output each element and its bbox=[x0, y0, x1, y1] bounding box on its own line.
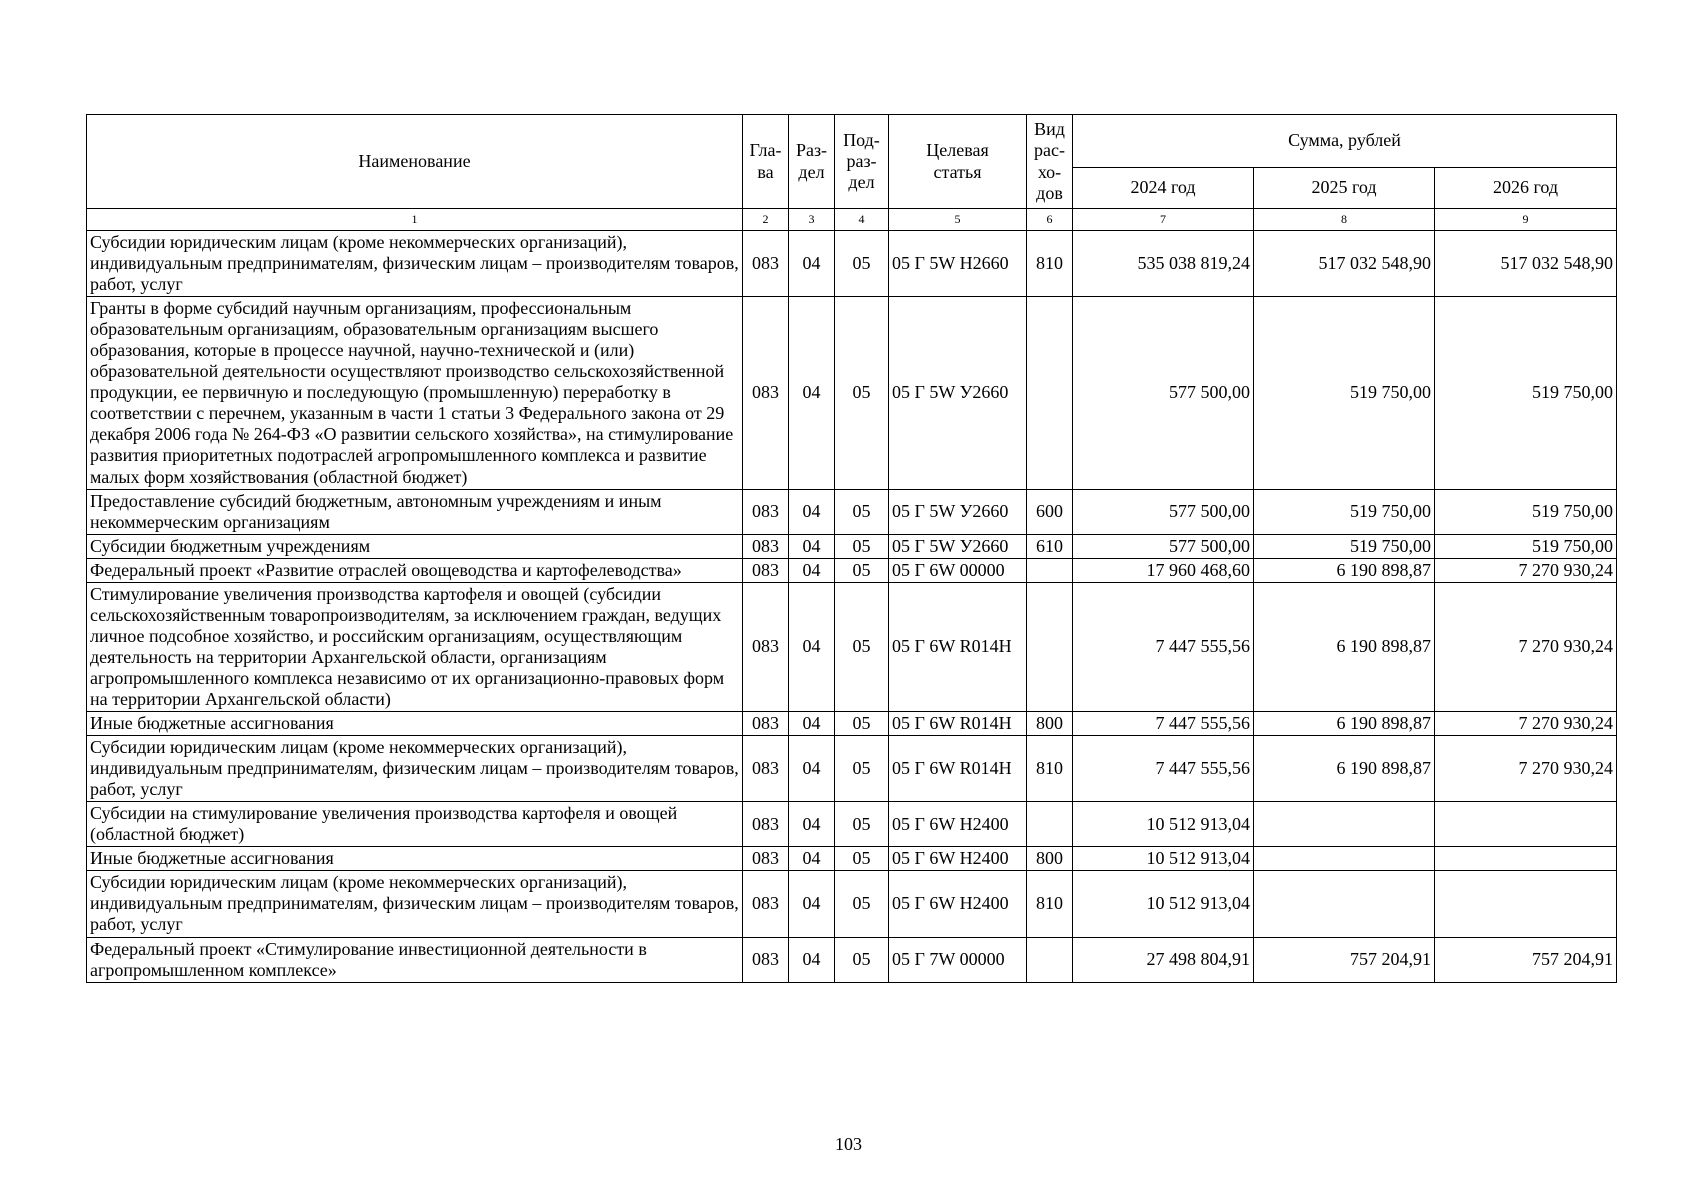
header-year-2025: 2025 год bbox=[1254, 168, 1435, 209]
row-expense-type-cell bbox=[1027, 937, 1073, 982]
table-row bbox=[87, 736, 1617, 802]
row-section-cell: 04 bbox=[789, 231, 835, 297]
row-sum-2025-cell: 6 190 898,87 bbox=[1254, 736, 1435, 802]
table-row bbox=[87, 871, 1617, 937]
row-target-cell: 05 Г 5W Н2660 bbox=[889, 231, 1027, 297]
row-chapter-cell: 083 bbox=[743, 297, 789, 489]
row-name-cell: Субсидии бюджетным учреждениям bbox=[87, 534, 743, 558]
column-number: 3 bbox=[789, 209, 835, 231]
column-numbers-row bbox=[87, 209, 1617, 231]
row-section-cell: 04 bbox=[789, 582, 835, 711]
row-sum-2025-cell: 6 190 898,87 bbox=[1254, 712, 1435, 736]
row-sum-2025-cell: 757 204,91 bbox=[1254, 937, 1435, 982]
row-chapter-cell: 083 bbox=[743, 582, 789, 711]
header-year-2026: 2026 год bbox=[1435, 168, 1617, 209]
row-sum-2025-cell bbox=[1254, 802, 1435, 847]
row-expense-type-cell: 810 bbox=[1027, 231, 1073, 297]
table-row bbox=[87, 937, 1617, 982]
row-sum-2026-cell bbox=[1435, 802, 1617, 847]
row-sum-2025-cell: 519 750,00 bbox=[1254, 489, 1435, 534]
row-name-cell: Федеральный проект «Развитие отраслей овощеводства и картофелеводства» bbox=[87, 558, 743, 582]
row-sum-2024-cell: 17 960 468,60 bbox=[1073, 558, 1254, 582]
row-sum-2026-cell: 519 750,00 bbox=[1435, 489, 1617, 534]
column-number: 5 bbox=[889, 209, 1027, 231]
row-sum-2025-cell: 519 750,00 bbox=[1254, 297, 1435, 489]
row-chapter-cell: 083 bbox=[743, 712, 789, 736]
row-section-cell: 04 bbox=[789, 736, 835, 802]
row-chapter-cell: 083 bbox=[743, 534, 789, 558]
row-expense-type-cell: 800 bbox=[1027, 712, 1073, 736]
row-sum-2024-cell: 7 447 555,56 bbox=[1073, 736, 1254, 802]
table-row bbox=[87, 712, 1617, 736]
table-row bbox=[87, 582, 1617, 711]
row-target-cell: 05 Г 7W 00000 bbox=[889, 937, 1027, 982]
row-name-cell: Субсидии юридическим лицам (кроме некоммерческих организаций), индивидуальным предпринимателям, физическим лицам – производителям товаров, работ, услуг bbox=[87, 736, 743, 802]
row-sum-2024-cell: 10 512 913,04 bbox=[1073, 847, 1254, 871]
row-sum-2024-cell: 535 038 819,24 bbox=[1073, 231, 1254, 297]
row-subsection-cell: 05 bbox=[835, 802, 889, 847]
row-section-cell: 04 bbox=[789, 489, 835, 534]
row-expense-type-cell: 810 bbox=[1027, 871, 1073, 937]
column-number: 2 bbox=[743, 209, 789, 231]
row-subsection-cell: 05 bbox=[835, 582, 889, 711]
header-expense-type: Вид рас- хо- дов bbox=[1027, 115, 1073, 209]
header-sum: Сумма, рублей bbox=[1073, 115, 1617, 168]
row-subsection-cell: 05 bbox=[835, 297, 889, 489]
header-chapter: Гла- ва bbox=[743, 115, 789, 209]
row-sum-2025-cell: 6 190 898,87 bbox=[1254, 582, 1435, 711]
row-subsection-cell: 05 bbox=[835, 937, 889, 982]
row-sum-2024-cell: 27 498 804,91 bbox=[1073, 937, 1254, 982]
row-target-cell: 05 Г 6W Н2400 bbox=[889, 847, 1027, 871]
row-target-cell: 05 Г 6W Н2400 bbox=[889, 802, 1027, 847]
row-subsection-cell: 05 bbox=[835, 712, 889, 736]
row-target-cell: 05 Г 6W R014Н bbox=[889, 582, 1027, 711]
row-sum-2025-cell: 6 190 898,87 bbox=[1254, 558, 1435, 582]
row-name-cell: Стимулирование увеличения производства картофеля и овощей (субсидии сельскохозяйственным товаропроизводителям, за исключением граждан, ведущих личное подсобное хозяйство, и российским организациям, осуществляющим деятельность на территории Архангельской области, организациям агропромышленного комплекса независимо от их организационно-правовых форм на территории Архангельской области) bbox=[87, 582, 743, 711]
row-sum-2024-cell: 10 512 913,04 bbox=[1073, 802, 1254, 847]
column-number: 1 bbox=[87, 209, 743, 231]
row-chapter-cell: 083 bbox=[743, 802, 789, 847]
row-subsection-cell: 05 bbox=[835, 847, 889, 871]
row-section-cell: 04 bbox=[789, 871, 835, 937]
header-year-2024: 2024 год bbox=[1073, 168, 1254, 209]
row-sum-2026-cell bbox=[1435, 847, 1617, 871]
row-target-cell: 05 Г 6W Н2400 bbox=[889, 871, 1027, 937]
row-target-cell: 05 Г 5W У2660 bbox=[889, 297, 1027, 489]
row-sum-2024-cell: 577 500,00 bbox=[1073, 489, 1254, 534]
column-number: 9 bbox=[1435, 209, 1617, 231]
row-section-cell: 04 bbox=[789, 297, 835, 489]
row-sum-2025-cell bbox=[1254, 847, 1435, 871]
row-chapter-cell: 083 bbox=[743, 489, 789, 534]
table-row bbox=[87, 847, 1617, 871]
row-sum-2024-cell: 7 447 555,56 bbox=[1073, 712, 1254, 736]
row-sum-2024-cell: 577 500,00 bbox=[1073, 534, 1254, 558]
row-expense-type-cell bbox=[1027, 297, 1073, 489]
row-chapter-cell: 083 bbox=[743, 847, 789, 871]
table-row bbox=[87, 558, 1617, 582]
header-target-item: Целевая статья bbox=[889, 115, 1027, 209]
row-sum-2025-cell: 519 750,00 bbox=[1254, 534, 1435, 558]
column-number: 8 bbox=[1254, 209, 1435, 231]
row-expense-type-cell: 610 bbox=[1027, 534, 1073, 558]
row-section-cell: 04 bbox=[789, 937, 835, 982]
row-subsection-cell: 05 bbox=[835, 736, 889, 802]
row-sum-2026-cell: 757 204,91 bbox=[1435, 937, 1617, 982]
column-number: 7 bbox=[1073, 209, 1254, 231]
row-sum-2026-cell: 7 270 930,24 bbox=[1435, 582, 1617, 711]
row-expense-type-cell: 800 bbox=[1027, 847, 1073, 871]
row-name-cell: Предоставление субсидий бюджетным, автономным учреждениям и иным некоммерческим организациям bbox=[87, 489, 743, 534]
row-subsection-cell: 05 bbox=[835, 489, 889, 534]
table-row bbox=[87, 534, 1617, 558]
row-name-cell: Иные бюджетные ассигнования bbox=[87, 847, 743, 871]
row-subsection-cell: 05 bbox=[835, 871, 889, 937]
row-sum-2026-cell: 7 270 930,24 bbox=[1435, 558, 1617, 582]
row-expense-type-cell: 600 bbox=[1027, 489, 1073, 534]
page-number: 103 bbox=[835, 1134, 862, 1154]
row-chapter-cell: 083 bbox=[743, 871, 789, 937]
column-number: 4 bbox=[835, 209, 889, 231]
row-expense-type-cell bbox=[1027, 582, 1073, 711]
row-chapter-cell: 083 bbox=[743, 231, 789, 297]
table-row bbox=[87, 231, 1617, 297]
row-expense-type-cell bbox=[1027, 802, 1073, 847]
row-sum-2026-cell: 517 032 548,90 bbox=[1435, 231, 1617, 297]
row-sum-2025-cell bbox=[1254, 871, 1435, 937]
row-sum-2024-cell: 7 447 555,56 bbox=[1073, 582, 1254, 711]
budget-table bbox=[86, 114, 1617, 983]
row-section-cell: 04 bbox=[789, 558, 835, 582]
row-name-cell: Иные бюджетные ассигнования bbox=[87, 712, 743, 736]
row-expense-type-cell bbox=[1027, 558, 1073, 582]
row-sum-2026-cell: 7 270 930,24 bbox=[1435, 736, 1617, 802]
row-section-cell: 04 bbox=[789, 802, 835, 847]
column-number: 6 bbox=[1027, 209, 1073, 231]
row-target-cell: 05 Г 5W У2660 bbox=[889, 489, 1027, 534]
row-section-cell: 04 bbox=[789, 534, 835, 558]
row-sum-2026-cell: 519 750,00 bbox=[1435, 297, 1617, 489]
row-target-cell: 05 Г 5W У2660 bbox=[889, 534, 1027, 558]
row-chapter-cell: 083 bbox=[743, 736, 789, 802]
row-section-cell: 04 bbox=[789, 712, 835, 736]
row-name-cell: Субсидии юридическим лицам (кроме некоммерческих организаций), индивидуальным предпринимателям, физическим лицам – производителям товаров, работ, услуг bbox=[87, 871, 743, 937]
row-expense-type-cell: 810 bbox=[1027, 736, 1073, 802]
row-name-cell: Субсидии на стимулирование увеличения производства картофеля и овощей (областной бюджет) bbox=[87, 802, 743, 847]
row-name-cell: Субсидии юридическим лицам (кроме некоммерческих организаций), индивидуальным предпринимателям, физическим лицам – производителям товаров, работ, услуг bbox=[87, 231, 743, 297]
row-subsection-cell: 05 bbox=[835, 231, 889, 297]
row-sum-2024-cell: 10 512 913,04 bbox=[1073, 871, 1254, 937]
row-subsection-cell: 05 bbox=[835, 534, 889, 558]
row-subsection-cell: 05 bbox=[835, 558, 889, 582]
row-name-cell: Федеральный проект «Стимулирование инвестиционной деятельности в агропромышленном комплексе» bbox=[87, 937, 743, 982]
table-row bbox=[87, 489, 1617, 534]
row-chapter-cell: 083 bbox=[743, 937, 789, 982]
header-name: Наименование bbox=[87, 115, 743, 209]
row-sum-2026-cell: 519 750,00 bbox=[1435, 534, 1617, 558]
header-subsection: Под- раз- дел bbox=[835, 115, 889, 209]
row-chapter-cell: 083 bbox=[743, 558, 789, 582]
row-target-cell: 05 Г 6W R014Н bbox=[889, 736, 1027, 802]
row-sum-2025-cell: 517 032 548,90 bbox=[1254, 231, 1435, 297]
row-sum-2026-cell bbox=[1435, 871, 1617, 937]
row-target-cell: 05 Г 6W R014Н bbox=[889, 712, 1027, 736]
row-section-cell: 04 bbox=[789, 847, 835, 871]
row-name-cell: Гранты в форме субсидий научным организациям, профессиональным образовательным организациям, образовательным организациям высшего образования, которые в процессе научной, научно-технической и (или) образовательной деятельности осуществляют производство сельскохозяйственной продукции, ее первичную и последующую (промышленную) переработку в соответствии с перечнем, указанным в части 1 статьи 3 Федерального закона от 29 декабря 2006 года № 264-ФЗ «О развитии сельского хозяйства», на стимулирование развития приоритетных подотраслей агропромышленного комплекса и развитие малых форм хозяйствования (областной бюджет) bbox=[87, 297, 743, 489]
header-section: Раз- дел bbox=[789, 115, 835, 209]
table-row bbox=[87, 297, 1617, 489]
table-row bbox=[87, 802, 1617, 847]
row-sum-2024-cell: 577 500,00 bbox=[1073, 297, 1254, 489]
row-sum-2026-cell: 7 270 930,24 bbox=[1435, 712, 1617, 736]
table-body bbox=[87, 231, 1617, 983]
row-target-cell: 05 Г 6W 00000 bbox=[889, 558, 1027, 582]
